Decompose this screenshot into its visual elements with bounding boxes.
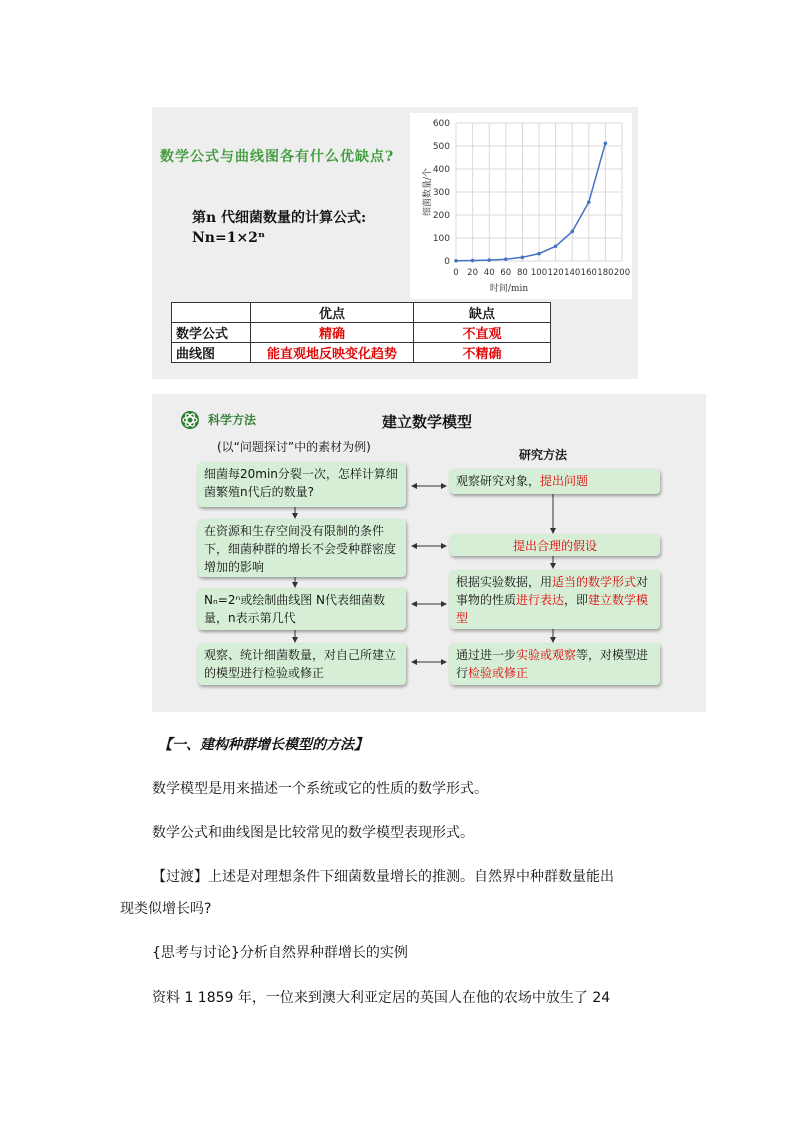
formula-label: 第n 代细菌数量的计算公式: <box>192 210 367 226</box>
x-tick-label: 200 <box>613 268 631 278</box>
data-point <box>554 244 558 248</box>
slide-title: 建立数学模型 <box>382 413 473 431</box>
method-highlight: 进行表达 <box>516 593 565 607</box>
paragraph: 数学公式和曲线图是比较常见的数学模型表现形式。 <box>152 825 474 841</box>
table-cell: 数学公式 <box>172 323 251 343</box>
x-tick-label: 80 <box>516 268 528 278</box>
method-text: 通过进一步 <box>456 648 517 662</box>
slide-math-model <box>152 394 706 712</box>
paragraph: 【过渡】上述是对理想条件下细菌数量增长的推测。自然界中种群数量能出 <box>152 869 614 885</box>
growth-chart <box>410 113 632 299</box>
x-tick-label: 180 <box>597 268 614 278</box>
table-header: 缺点 <box>414 303 551 323</box>
data-point <box>604 141 608 145</box>
table-row <box>172 343 551 363</box>
y-tick-label: 600 <box>432 119 450 129</box>
flow-box-verify: 观察、统计细菌数量，对自己所建立的模型进行检验或修正 <box>198 643 406 685</box>
method-highlight: 建立数学模型 <box>456 593 649 625</box>
paragraph: 数学模型是用来描述一个系统或它的性质的数学形式。 <box>152 781 488 797</box>
table-row <box>172 323 551 343</box>
method-text: 对事物的性质 <box>456 575 649 607</box>
paragraph: 现类似增长吗? <box>120 901 212 917</box>
x-tick-label: 20 <box>467 268 479 278</box>
method-text: 根据实验数据，用 <box>456 575 553 589</box>
method-highlight: 检验或修正 <box>468 666 529 680</box>
slide-formula-vs-curve <box>152 107 638 379</box>
x-tick-label: 40 <box>483 268 495 278</box>
data-point <box>537 252 541 256</box>
data-point <box>471 259 475 263</box>
method-box-express <box>450 570 660 629</box>
series-line <box>456 143 605 261</box>
method-highlight: 实验或观察 <box>516 648 577 662</box>
x-tick-label: 100 <box>530 268 548 278</box>
y-tick-label: 300 <box>432 188 450 198</box>
data-point <box>454 259 458 263</box>
x-tick-label: 140 <box>564 268 581 278</box>
method-label: 科学方法 <box>208 413 257 427</box>
data-point <box>570 230 574 234</box>
x-tick-label: 120 <box>547 268 564 278</box>
x-tick-label: 60 <box>500 268 512 278</box>
method-box-hypothesis <box>450 534 660 556</box>
flow-box-question: 细菌每20min分裂一次，怎样计算细菌繁殖n代后的数量? <box>198 462 406 507</box>
flow-box-model: Nₙ=2ⁿ或绘制曲线图 N代表细菌数量，n表示第几代 <box>198 588 406 630</box>
y-tick-label: 500 <box>432 142 450 152</box>
method-text: 等，对模型进行 <box>456 648 649 680</box>
flow-box-assumption: 在资源和生存空间没有限制的条件下，细菌种群的增长不会受种群密度增加的影响 <box>198 519 406 577</box>
comparison-table <box>171 302 551 363</box>
table-header: 优点 <box>251 303 414 323</box>
method-highlight: 提出合理的假设 <box>512 539 597 553</box>
formula: Nn=1×2ⁿ <box>192 230 266 246</box>
method-highlight: 提出问题 <box>540 474 589 488</box>
table-cell: 曲线图 <box>172 343 251 363</box>
x-axis-label: 时间/min <box>489 284 529 294</box>
y-tick-label: 0 <box>444 257 450 267</box>
section-heading: 【一、建构种群增长模型的方法】 <box>158 737 368 753</box>
table-cell: 能直观地反映变化趋势 <box>251 343 414 363</box>
x-tick-label: 160 <box>580 268 597 278</box>
paragraph: {思考与讨论}分析自然界种群增长的实例 <box>152 945 408 961</box>
slide-question: 数学公式与曲线图各有什么优缺点? <box>160 149 395 165</box>
y-tick-label: 100 <box>432 234 450 244</box>
x-tick-label: 0 <box>453 268 459 278</box>
table-cell: 不直观 <box>414 323 551 343</box>
y-axis-label: 细菌数量/个 <box>423 167 433 217</box>
method-box-verify <box>450 643 660 685</box>
table-header-row <box>172 303 551 323</box>
method-text: ，即 <box>564 593 589 607</box>
y-tick-label: 200 <box>432 211 450 221</box>
slide-subtitle: (以“问题探讨”中的素材为例) <box>217 440 371 454</box>
research-method-heading: 研究方法 <box>519 448 568 462</box>
data-point <box>487 258 491 262</box>
growth-chart-svg <box>410 113 632 299</box>
data-point <box>587 200 591 204</box>
table-cell: 不精确 <box>414 343 551 363</box>
method-box-observe <box>450 469 660 494</box>
data-point <box>521 256 525 260</box>
method-highlight: 适当的数学形式 <box>552 575 637 589</box>
table-cell: 精确 <box>251 323 414 343</box>
data-point <box>504 257 508 261</box>
method-text: 观察研究对象， <box>456 474 541 488</box>
y-tick-label: 400 <box>432 165 450 175</box>
table-corner <box>172 303 251 323</box>
paragraph: 资料 1 1859 年，一位来到澳大利亚定居的英国人在他的农场中放生了 24 <box>152 990 611 1006</box>
